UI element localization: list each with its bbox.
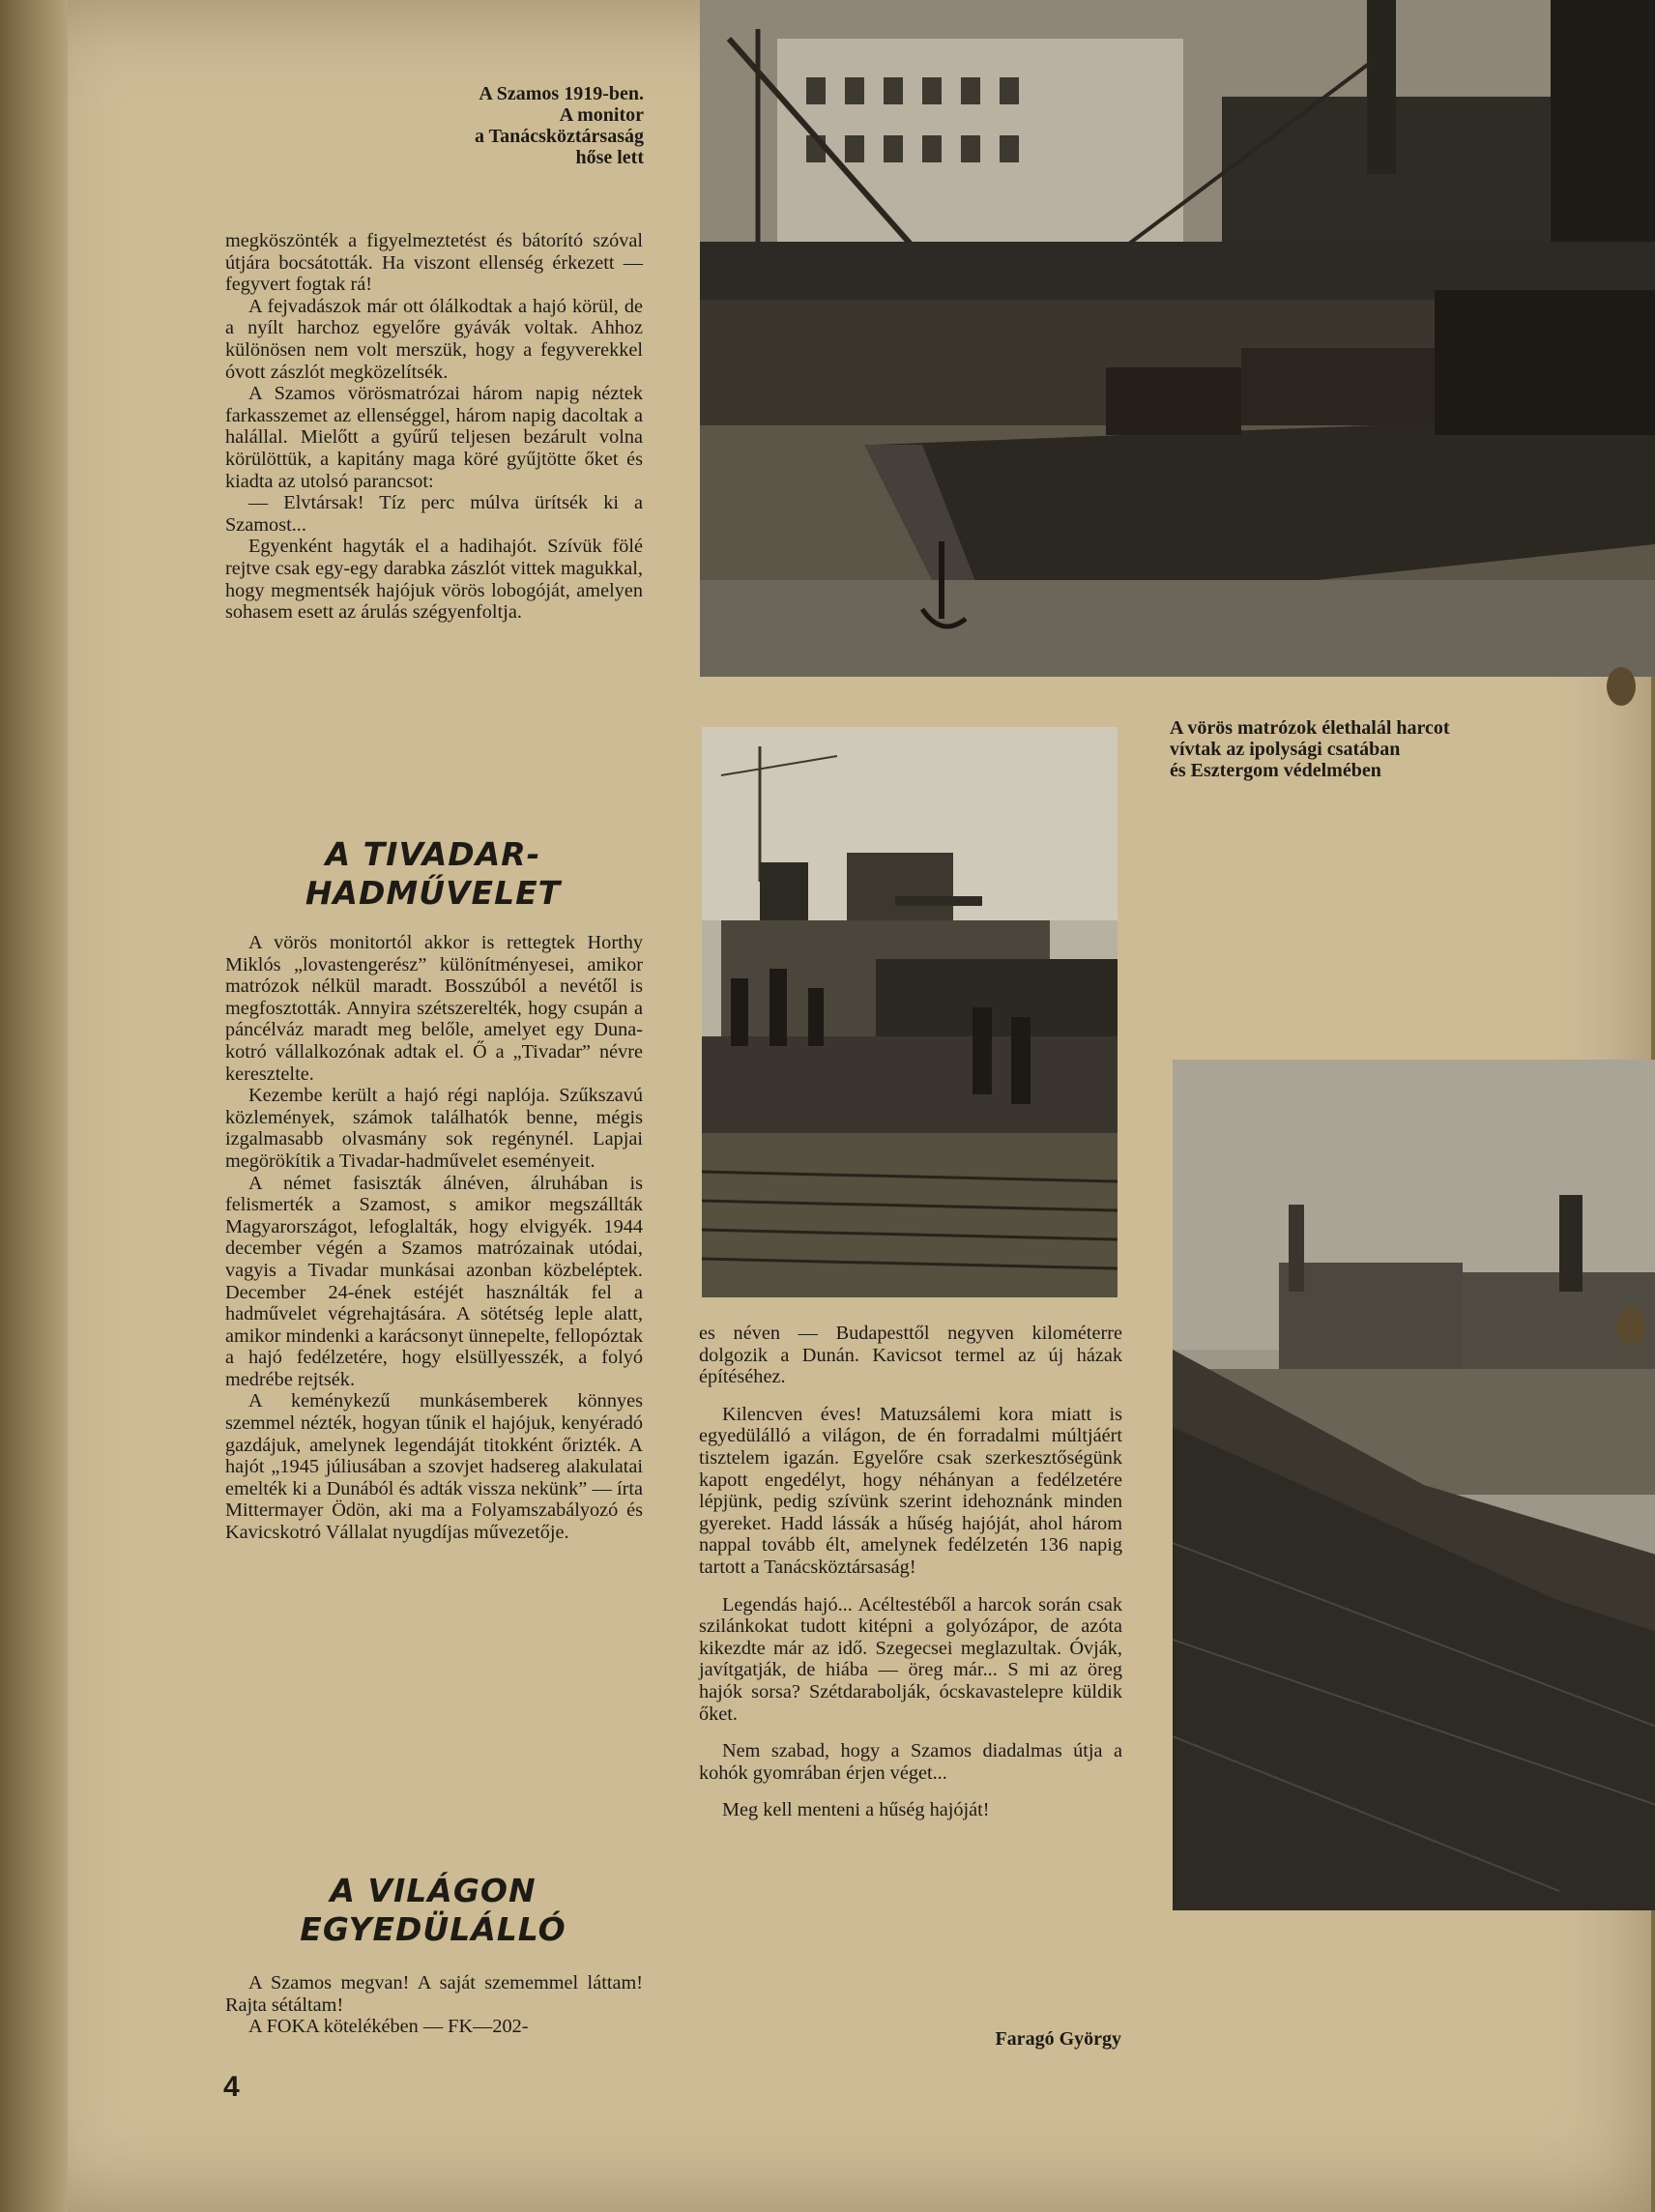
photo-caption-top [385, 83, 644, 168]
article-column-1-section-2 [225, 932, 643, 1544]
paragraph: A fejvadászok már ott ólálkodtak a hajó körül, de a nyílt harchoz egyelőre gyávák voltak. Ahhoz különösen nem volt merszük, hogy a fegyverekkel óvott zászlót megközelítsék. [225, 295, 643, 383]
heading-line: HADMŰVELET [305, 874, 562, 912]
caption-line: a Tanácsköztársaság [474, 126, 644, 147]
paragraph: Legendás hajó... Acéltestéből a harcok során csak szilánkokat tudott kitépni a golyózápor, de azóta kikezdte már az idő. Szegecsei meglazultak. Óvják, javítgatják, de hiába — öreg már... S mi az öreg hajók sorsa? Szétdarabolják, ócskavastelepre küldik őket. [699, 1593, 1122, 1725]
paragraph: A FOKA kötelékében — FK—202- [248, 2016, 529, 2038]
punch-hole [1607, 667, 1636, 706]
page-number: 4 [223, 2071, 240, 2103]
article-column-1 [225, 230, 643, 624]
caption-line: A monitor [559, 104, 644, 126]
paragraph: A keménykezű munkásemberek könnyes szemmel nézték, hogyan tűnik el hajójuk, kenyéradó gazdájuk, amelynek legendáját titokként őrizték. A hajót „1945 júliusában a szovjet hadsereg alakulatai emelték ki a Dunából és adták vissza nekünk” — írta Mittermayer Ödön, aki ma a Folyamszabályozó és Kavicskotró Vállalat nyugdíjas művezetője. [225, 1390, 643, 1544]
paragraph: es néven — Budapesttől negyven kilométerre dolgozik a Dunán. Kavicsot termel az új házak építéséhez. [699, 1323, 1122, 1388]
paragraph: A német fasiszták álnéven, álruhában is felismerték a Szamost, s amikor megszállták Magyarországot, lefoglalták, hogy elvigyék. 1944 december végén a Szamos matrózainak utódai, vagyis a Tivadar munkásai azonban közbeléptek. December 24-ének estéjét használták fel a hadművelet végrehajtására. A sötétség leple alatt, amikor mindenki a karácsonyt ünnepelte, fellopóztak a hajó fedélzetére, hogy elsüllyesszék, a folyó medrébe rejtsék. [225, 1172, 643, 1390]
section-heading-egyedulallo [249, 1872, 617, 1949]
heading-line: EGYEDÜLÁLLÓ [300, 1910, 566, 1948]
magazine-page [27, 0, 1651, 2212]
paragraph: Egyenként hagyták el a hadihajót. Szívük fölé rejtve csak egy-egy darabka zászlót vittek magukkal, hogy megmentsék hajójuk vörös lobogóját, amelyen sohasem esett az árulás szégyenfoltja. [225, 536, 643, 624]
article-column-2 [699, 1323, 1122, 1821]
paragraph: A Szamos vörösmatrózai három napig néztek farkasszemet az ellenséggel, három napig dacoltak a halállal. Mielőtt a gyűrű teljesen bezárult volna körülöttük, a kapitány maga köré gyűjtötte őket és kiadta az utolsó parancsot: [225, 383, 643, 492]
caption-line: és Esztergom védelmében [1170, 760, 1381, 781]
article-column-1-section-3 [225, 1972, 643, 2038]
heading-line: A TIVADAR- [325, 835, 541, 873]
caption-line: A Szamos 1919-ben. [479, 83, 644, 104]
photo-sailors-on-deck [702, 727, 1118, 1297]
paragraph: Meg kell menteni a hűség hajóját! [722, 1799, 990, 1821]
paragraph: A vörös monitortól akkor is rettegtek Horthy Miklós „lovastengerész” különítményesei, amikor matrózok nélkül maradt. Bosszúból a nevétől is megfosztották. Annyira szétszerelték, hogy csupán a páncélváz maradt meg belőle, amelyet egy Duna-kotró vállalkozónak adtak el. Ő a „Tivadar” névre keresztelte. [225, 932, 643, 1085]
table-edge [0, 0, 68, 2212]
caption-line: vívtak az ipolysági csatában [1170, 739, 1401, 760]
photo-caption-right [1170, 717, 1614, 781]
caption-line: hőse lett [575, 147, 644, 168]
author-signature: Faragó György [995, 2028, 1121, 2050]
paragraph: — Elvtársak! Tíz perc múlva ürítsék ki a Szamost... [225, 492, 643, 536]
heading-line: A VILÁGON [330, 1872, 537, 1909]
section-heading-tivadar [249, 835, 617, 913]
photo-esztergom-shore [1173, 1060, 1655, 1910]
paragraph: Nem szabad, hogy a Szamos diadalmas útja a kohók gyomrában érjen véget... [699, 1740, 1122, 1784]
paragraph: A Szamos megvan! A saját szememmel láttam! Rajta sétáltam! [225, 1972, 643, 2016]
paragraph: Kilencven éves! Matuzsálemi kora miatt is egyedülálló a világon, de én forradalmi múltjáért tisztelem igazán. Egyelőre csak szerkesztőségünk kapott engedélyt, hogy néhányan a fedélzetére lépjünk, pedig szívünk szerint idehoznánk minden gyereket. Hadd lássák a hűség hajóját, ahol három nappal tovább élt, amelynek fedélzetén 136 napig tartott a Tanácsköztársaság! [699, 1403, 1122, 1578]
paragraph: megköszönték a figyelmeztetést és bátorító szóval útjára bocsátották. Ha viszont ellenség érkezett — fegyvert fogtak rá! [225, 230, 643, 296]
photo-monitor-1919 [700, 0, 1655, 677]
paragraph: Kezembe került a hajó régi naplója. Szűkszavú közlemények, számok találhatók benne, mégis izgalmasabb olvasmány sok regénynél. Lapjai megörökítik a Tivadar-hadművelet eseményeit. [225, 1085, 643, 1172]
caption-line: A vörös matrózok élethalál harcot [1170, 717, 1450, 739]
punch-hole [1616, 1307, 1645, 1346]
